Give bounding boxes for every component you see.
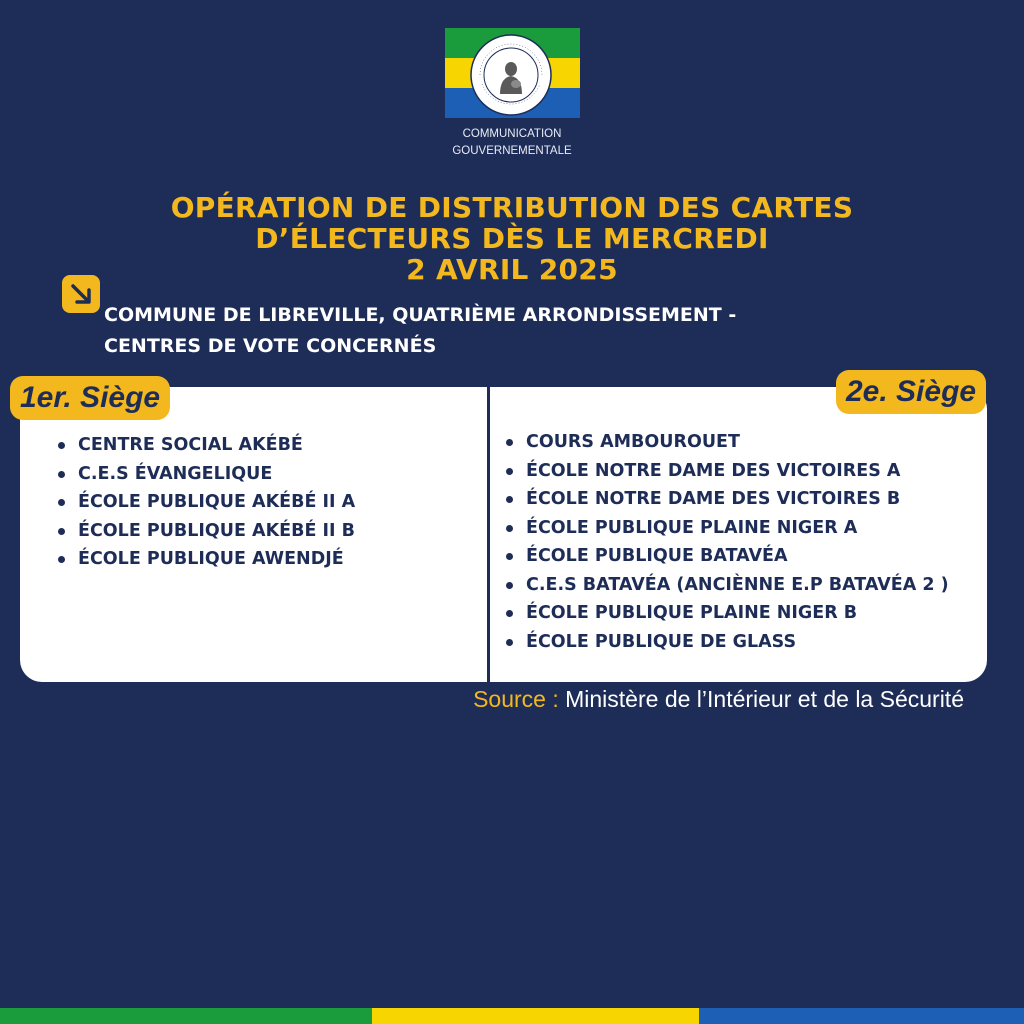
subtitle-line-1: COMMUNE DE LIBREVILLE, QUATRIÈME ARRONDISSEMENT - (104, 304, 737, 326)
title-line-3: 2 AVRIL 2025 (406, 253, 618, 286)
bar-yellow (372, 1008, 699, 1024)
arrow-badge (62, 275, 100, 313)
list-item: ÉCOLE PUBLIQUE AWENDJÉ (58, 545, 355, 574)
list-item: ÉCOLE PUBLIQUE PLAINE NIGER A (506, 514, 949, 543)
title-line-1: OPÉRATION DE DISTRIBUTION DES CARTES (170, 191, 854, 224)
bar-blue (699, 1008, 1024, 1024)
list-item: ÉCOLE NOTRE DAME DES VICTOIRES A (506, 457, 949, 486)
source-credit (473, 684, 964, 714)
flag-color-bar (0, 1008, 1024, 1024)
siege-1-label: 1er. Siège (10, 376, 170, 420)
list-item: ÉCOLE NOTRE DAME DES VICTOIRES B (506, 485, 949, 514)
list-item: ÉCOLE PUBLIQUE DE GLASS (506, 628, 949, 657)
title-line-2: D’ÉLECTEURS DÈS LE MERCREDI (255, 222, 769, 255)
siege-2-list (506, 428, 949, 656)
subtitle-line-2: CENTRES DE VOTE CONCERNÉS (104, 335, 437, 357)
column-divider (487, 387, 490, 682)
siege-1-list (58, 431, 355, 574)
list-item: CENTRE SOCIAL AKÉBÉ (58, 431, 355, 460)
list-item: COURS AMBOUROUET (506, 428, 949, 457)
list-item: C.E.S BATAVÉA (ANCIÈNNE E.P BATAVÉA 2 ) (506, 571, 949, 600)
list-item: ÉCOLE PUBLIQUE BATAVÉA (506, 542, 949, 571)
list-item: ÉCOLE PUBLIQUE AKÉBÉ II A (58, 488, 355, 517)
list-item: C.E.S ÉVANGELIQUE (58, 460, 355, 489)
source-value: Ministère de l’Intérieur et de la Sécurité (565, 686, 964, 712)
source-label: Source : (473, 686, 559, 712)
bar-green (0, 1008, 372, 1024)
organisation-name (0, 126, 1024, 160)
section-subtitle (104, 300, 736, 362)
list-item: ÉCOLE PUBLIQUE AKÉBÉ II B (58, 517, 355, 546)
page-title (0, 192, 1024, 285)
siege-2-label: 2e. Siège (836, 370, 986, 414)
list-item: ÉCOLE PUBLIQUE PLAINE NIGER B (506, 599, 949, 628)
org-line-2: GOUVERNEMENTALE (452, 145, 572, 157)
coat-of-arms-seal-icon (470, 34, 552, 116)
arrow-down-right-icon (69, 282, 93, 306)
org-line-1: COMMUNICATION (462, 128, 562, 140)
